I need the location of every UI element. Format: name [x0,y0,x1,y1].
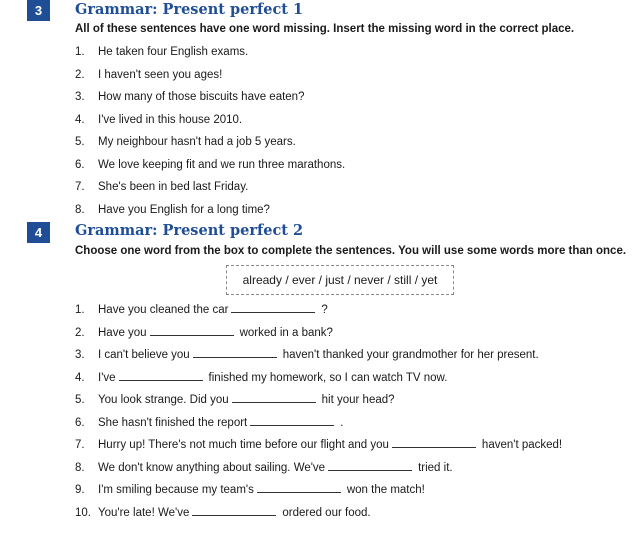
item-number: 5. [75,136,85,148]
answer-blank[interactable] [392,434,476,448]
item-text: We love keeping fit and we run three marathons. [98,158,346,171]
list-item [75,479,562,502]
item-number: 3. [75,349,85,361]
item-text-before: I'm smiling because my team's [98,484,254,496]
answer-blank[interactable] [232,389,316,403]
item-number: 9. [75,484,85,496]
exercise-list [75,299,562,524]
item-number: 6. [75,158,85,171]
item-number: 8. [75,461,85,474]
item-number: 10. [75,506,91,519]
section-instruction: Choose one word from the box to complete the sentences. You will use some words more than once. [75,245,627,257]
item-text-after: ? [321,304,328,316]
item-text: She's been in bed last Friday. [98,181,249,193]
answer-blank[interactable] [231,299,315,313]
item-number: 6. [75,416,85,429]
list-item [75,322,562,345]
item-number: 7. [75,181,85,193]
exercise-list [75,41,345,221]
list-item [75,367,562,390]
item-text-before: You're late! We've [98,506,190,519]
item-number: 2. [75,326,85,339]
item-number: 4. [75,113,85,126]
item-text-before: You look strange. Did you [98,394,229,406]
list-item [75,176,345,199]
item-text-after: tried it. [418,461,453,474]
list-item [75,434,562,457]
list-item [75,502,562,525]
item-number: 4. [75,371,85,384]
item-number: 2. [75,68,85,81]
item-number: 7. [75,439,85,451]
item-text: I've lived in this house 2010. [98,113,243,126]
item-text-after: won the match! [346,484,425,496]
item-text-before: We don't know anything about sailing. We've [98,461,326,474]
item-number: 5. [75,394,85,406]
list-item [75,412,562,435]
word-box: already / ever / just / never / still / yet [226,265,454,295]
item-text-after: finished my homework, so I can watch TV now. [208,371,448,384]
item-text-after: worked in a bank? [239,326,333,339]
item-number: 3. [75,91,85,103]
answer-blank[interactable] [250,412,334,426]
answer-blank[interactable] [150,322,234,336]
answer-blank[interactable] [257,479,341,493]
section-number-badge: 4 [27,222,50,243]
section-instruction: All of these sentences have one word missing. Insert the missing word in the correct place. [75,23,575,35]
list-item [75,41,345,64]
item-number: 8. [75,203,85,216]
list-item [75,199,345,222]
item-text-after: ordered our food. [282,506,371,519]
item-number: 1. [75,304,85,316]
item-text: Have you English for a long time? [98,203,270,216]
item-text-before: Have you [98,326,147,339]
item-text: He taken four English exams. [98,46,249,58]
item-text-before: She hasn't finished the report [98,416,248,429]
item-text-after: hit your head? [321,394,395,406]
answer-blank[interactable] [119,367,203,381]
item-text: My neighbour hasn't had a job 5 years. [98,136,296,148]
answer-blank[interactable] [328,457,412,471]
answer-blank[interactable] [193,344,277,358]
section-title: Grammar: Present perfect 2 [75,222,304,239]
list-item [75,109,345,132]
list-item [75,344,562,367]
item-text-after: haven't thanked your grandmother for her present. [282,349,539,361]
item-text-after: haven't packed! [481,439,563,451]
list-item [75,457,562,480]
item-text: How many of those biscuits have eaten? [98,91,305,103]
answer-blank[interactable] [192,502,276,516]
list-item [75,86,345,109]
item-text-before: I can't believe you [98,349,190,361]
item-text: I haven't seen you ages! [98,68,223,81]
item-text-before: Have you cleaned the car [98,304,229,316]
item-text-before: I've [98,371,116,384]
item-number: 1. [75,46,85,58]
item-text-before: Hurry up! There's not much time before our flight and you [98,439,389,451]
list-item [75,389,562,412]
list-item [75,64,345,87]
item-text-after: . [340,416,344,429]
list-item [75,299,562,322]
section-title: Grammar: Present perfect 1 [75,1,304,18]
list-item [75,131,345,154]
list-item [75,154,345,177]
section-number-badge: 3 [27,0,50,21]
